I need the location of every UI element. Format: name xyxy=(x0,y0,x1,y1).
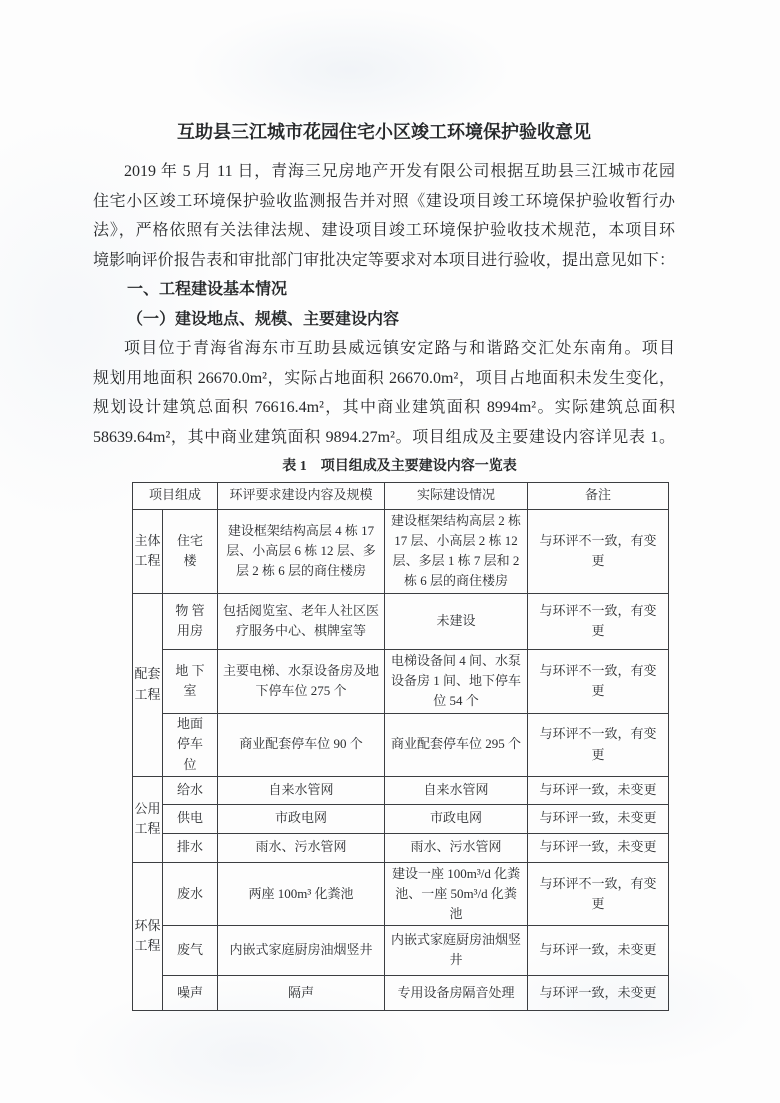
table-cell-actual: 商业配套停车位 295 个 xyxy=(385,713,528,776)
project-table-body xyxy=(133,509,669,1010)
table-header-project-composition: 项目组成 xyxy=(133,482,218,509)
table-cell-eia: 隔声 xyxy=(218,975,385,1010)
table-row xyxy=(133,713,669,776)
table-cell-item: 物 管用房 xyxy=(163,593,218,649)
section-heading-1-1: （一）建设地点、规模、主要建设内容 xyxy=(127,310,400,328)
table-row xyxy=(133,649,669,713)
table-cell-eia: 主要电梯、水泵设备房及地下停车位 275 个 xyxy=(218,649,385,713)
table-cell-actual: 市政电网 xyxy=(385,804,528,833)
table-header-row xyxy=(133,482,669,509)
table-row xyxy=(133,804,669,833)
body-line: 法》，严格依照有关法律法规、建设项目竣工环境保护验收技术规范，本项目环 xyxy=(93,222,675,239)
table-cell-actual: 建设一座 100m³/d 化粪池、一座 50m³/d 化粪池 xyxy=(385,862,528,925)
table-row xyxy=(133,862,669,925)
table-row xyxy=(133,975,669,1010)
table-cell-item: 排水 xyxy=(163,833,218,862)
table-cell-actual: 专用设备房隔音处理 xyxy=(385,975,528,1010)
table-cell-actual: 未建设 xyxy=(385,593,528,649)
table-cell-note: 与环评一致，未变更 xyxy=(528,776,669,804)
table-group-cell: 配套工程 xyxy=(133,593,163,776)
table-cell-actual: 自来水管网 xyxy=(385,776,528,804)
table-cell-note: 与环评一致，未变更 xyxy=(528,975,669,1010)
table-cell-eia: 市政电网 xyxy=(218,804,385,833)
table-cell-item: 噪声 xyxy=(163,975,218,1010)
table-header-eia-requirement: 环评要求建设内容及规模 xyxy=(218,482,385,509)
table-cell-actual: 电梯设备间 4 间、水泵设备房 1 间、地下停车位 54 个 xyxy=(385,649,528,713)
table-cell-eia: 商业配套停车位 90 个 xyxy=(218,713,385,776)
table-cell-note: 与环评不一致，有变更 xyxy=(528,593,669,649)
table-caption: 表 1 项目组成及主要建设内容一览表 xyxy=(282,459,517,474)
table-cell-eia: 内嵌式家庭厨房油烟竖井 xyxy=(218,925,385,975)
table-cell-item: 供电 xyxy=(163,804,218,833)
table-row xyxy=(133,509,669,593)
table-cell-note: 与环评不一致，有变更 xyxy=(528,713,669,776)
table-cell-eia: 雨水、污水管网 xyxy=(218,833,385,862)
table-cell-note: 与环评一致，未变更 xyxy=(528,925,669,975)
table-cell-eia: 包括阅览室、老年人社区医疗服务中心、棋牌室等 xyxy=(218,593,385,649)
section-heading-1: 一、工程建设基本情况 xyxy=(127,281,288,298)
table-row xyxy=(133,925,669,975)
table-row xyxy=(133,833,669,862)
table-cell-actual: 内嵌式家庭厨房油烟竖井 xyxy=(385,925,528,975)
table-cell-eia: 建设框架结构高层 4 栋 17 层、小高层 6 栋 12 层、多层 2 栋 6 层的商住楼房 xyxy=(218,509,385,593)
body-line: 规划设计建筑总面积 76616.4m²，其中商业建筑面积 8994m²。实际建筑总面积 xyxy=(93,399,675,416)
body-line: 58639.64m²，其中商业建筑面积 9894.27m²。项目组成及主要建设内容详见表 1。 xyxy=(93,428,675,446)
table-cell-item: 废水 xyxy=(163,862,218,925)
table-cell-eia: 自来水管网 xyxy=(218,776,385,804)
table-cell-note: 与环评不一致，有变更 xyxy=(528,862,669,925)
table-cell-note: 与环评一致，未变更 xyxy=(528,804,669,833)
body-line: 2019 年 5 月 11 日，青海三兄房地产开发有限公司根据互助县三江城市花园 xyxy=(124,163,675,180)
table-cell-item: 地面停车位 xyxy=(163,713,218,776)
body-line: 境影响评价报告表和审批部门审批决定等要求对本项目进行验收，提出意见如下： xyxy=(93,251,675,269)
project-composition-table xyxy=(132,482,669,1011)
table-cell-note: 与环评不一致，有变更 xyxy=(528,649,669,713)
table-cell-note: 与环评一致，未变更 xyxy=(528,833,669,862)
body-line: 住宅小区竣工环境保护验收监测报告并对照《建设项目竣工环境保护验收暂行办 xyxy=(93,192,675,210)
table-header-actual-construction: 实际建设情况 xyxy=(385,482,528,509)
table-cell-item: 住宅楼 xyxy=(163,509,218,593)
table-cell-item: 给水 xyxy=(163,776,218,804)
table-cell-item: 废气 xyxy=(163,925,218,975)
table-cell-eia: 两座 100m³ 化粪池 xyxy=(218,862,385,925)
table-cell-actual: 建设框架结构高层 2 栋 17 层、小高层 2 栋 12 层、多层 1 栋 7 层和 2 栋 6 层的商住楼房 xyxy=(385,509,528,593)
table-row xyxy=(133,593,669,649)
document-body xyxy=(93,157,675,1011)
table-row xyxy=(133,776,669,804)
table-cell-note: 与环评不一致，有变更 xyxy=(528,509,669,593)
table-group-cell: 主体工程 xyxy=(133,509,163,593)
table-group-cell: 环保工程 xyxy=(133,862,163,1010)
body-line: 项目位于青海省海东市互助县威远镇安定路与和谐路交汇处东南角。项目 xyxy=(124,340,675,357)
table-cell-item: 地 下室 xyxy=(163,649,218,713)
document-title: 互助县三江城市花园住宅小区竣工环境保护验收意见 xyxy=(177,122,591,142)
table-cell-actual: 雨水、污水管网 xyxy=(385,833,528,862)
body-line: 规划用地面积 26670.0m²，实际占地面积 26670.0m²，项目占地面积未发生变化， xyxy=(93,369,675,387)
table-header-remarks: 备注 xyxy=(528,482,669,509)
table-group-cell: 公用工程 xyxy=(133,776,163,862)
